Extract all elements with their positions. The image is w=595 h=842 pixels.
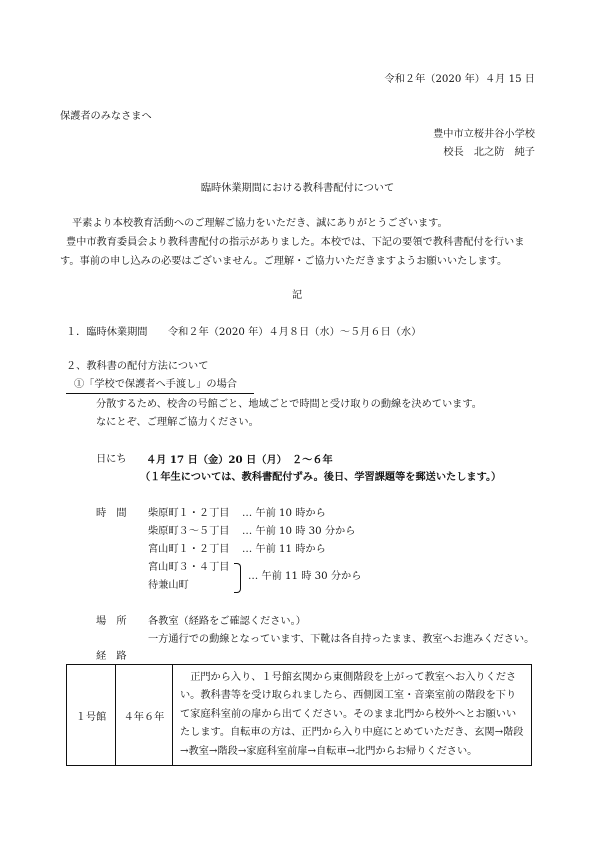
document-title: 臨時休業期間における教科書配付について — [200, 183, 395, 194]
school-name: 豊中市立桜井谷小学校 — [433, 129, 535, 140]
grades-cell: ４年６年 — [116, 665, 173, 766]
schedule-area: 待兼山町 — [148, 580, 189, 591]
section1-value: 令和２年（2020 年）４月８日（水）～５月６日（水） — [168, 327, 422, 338]
principal-name: 校長 北之防 純子 — [443, 147, 535, 158]
route-label: 経 路 — [96, 651, 127, 662]
ki-mark: 記 — [292, 290, 303, 301]
building-cell: １号館 — [67, 665, 116, 766]
place-note: 一方通行での動線となっています、下靴は各自持ったまま、教室へお進みください。 — [148, 634, 535, 645]
section1-heading: １．臨時休業期間 — [66, 327, 148, 338]
schedule-time: … 午前 11 時から — [242, 544, 326, 555]
section2-subheading: ①「学校で保護者へ手渡し」の場合 — [74, 379, 237, 390]
route-description: 正門から入り、１号館玄関から東側階段を上がって教室へお入りください。教科書等を受け取られましたら、西側図工室・音楽室前の階段を下りて家庭科室前の扉から出てください。そのまま北門から校外へとお願いいたします。自転車の方は、正門から入り中庭にとめていただき、玄関→階段→教室→階段→家庭科室前扉→自転車→北門からお帰りください。 — [180, 672, 524, 757]
section2-heading: ２、教科書の配付方法について — [66, 361, 209, 372]
route-description-cell — [173, 665, 532, 766]
time-label: 時 間 — [96, 508, 127, 519]
subheading-underline — [66, 393, 254, 394]
table-row — [67, 665, 532, 766]
date-value: ４月 17 日（金）20 日（月） ２～６年 — [146, 454, 333, 466]
schedule-time: … 午前 11 時 30 分から — [248, 571, 362, 582]
brace-bracket — [234, 563, 241, 593]
schedule-time: … 午前 10 時 30 分から — [242, 526, 356, 537]
date-note: （１年生については、教科書配付ずみ。後日、学習課題等を郵送いたします。） — [140, 471, 502, 483]
document-date: 令和２年（2020 年）４月 15 日 — [384, 74, 535, 85]
section2-desc-1: 分散するため、校舎の号館ごと、地域ごとで時間と受け取りの動線を決めています。 — [96, 399, 482, 410]
date-label: 日にち — [96, 454, 127, 465]
schedule-area: 柴原町３～５丁目 — [148, 526, 230, 537]
intro-line-1: 平素より本校教育活動へのご理解ご協力をいただき、誠にありがとうございます。 — [72, 218, 448, 229]
schedule-area: 宮山町３・４丁目 — [148, 562, 230, 573]
intro-line-2: 豊中市教育委員会より教科書配付の指示がありました。本校では、下記の要領で教科書配付を行いま — [66, 237, 525, 248]
place-value: 各教室（経路をご確認ください。） — [148, 616, 306, 627]
place-label: 場 所 — [96, 616, 127, 627]
section2-desc-2: なにとぞ、ご理解ご協力ください。 — [96, 417, 259, 428]
schedule-area: 柴原町１・２丁目 — [148, 508, 230, 519]
route-table — [66, 664, 532, 766]
schedule-time: … 午前 10 時から — [242, 508, 326, 519]
schedule-area: 宮山町１・２丁目 — [148, 544, 230, 555]
recipient: 保護者のみなさまへ — [60, 111, 152, 122]
intro-line-3: す。事前の申し込みの必要はございません。ご理解・ご協力いただきますようお願いいたします。 — [60, 256, 508, 267]
